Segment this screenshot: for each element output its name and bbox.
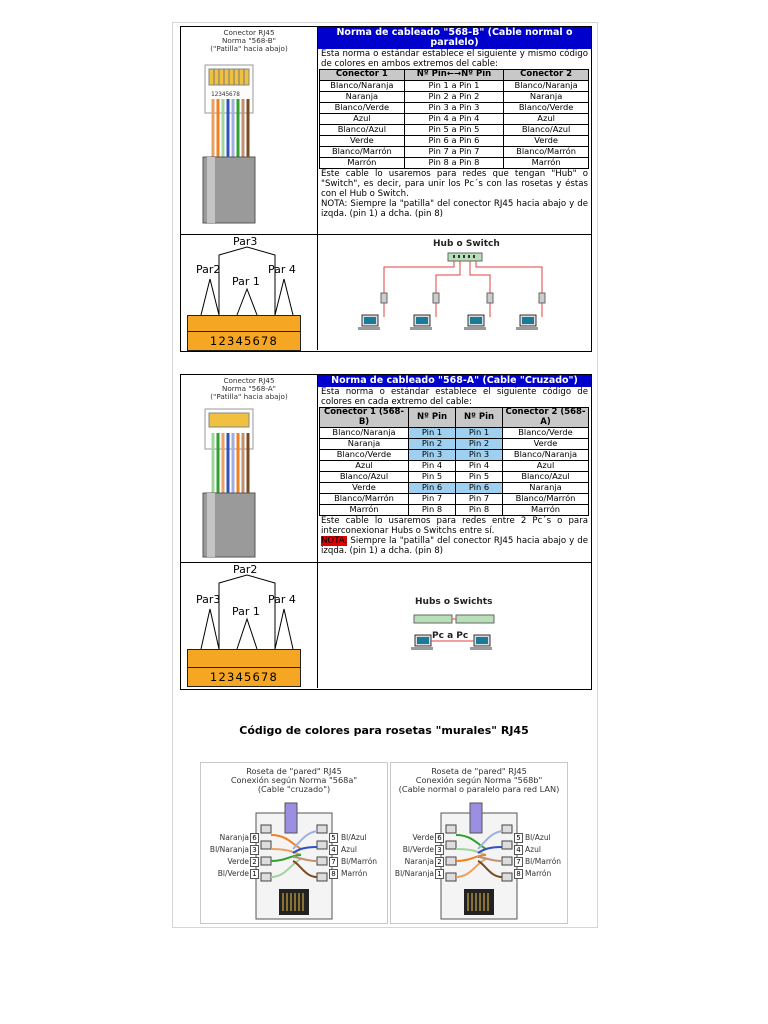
table-row: Blanco/Azul Pin 5 a Pin 5 Blanco/Azul: [320, 124, 589, 135]
hub-network-diagram: [318, 235, 591, 349]
table-row: Verde Pin 6 a Pin 6 Verde: [320, 135, 589, 146]
wire-label: Bl/Azul: [341, 833, 367, 842]
wire-label: Bl/Verde: [217, 869, 249, 878]
norma-568b-usage: Este cable lo usaremos para redes que tengan "Hub" o "Switch", es decir, para unir los Pc´s con las rosetas y éstas con el Hub o Switch.: [321, 168, 588, 199]
rj45-connector-image: [181, 57, 317, 227]
connector-568b-cell: [181, 27, 318, 234]
wire-label: Bl/Marrón: [525, 857, 562, 866]
table-row: Blanco/Verde Pin 3 Pin 3 Blanco/Naranja: [320, 450, 589, 461]
pair-label: Par 1: [232, 275, 260, 288]
section-568a-row-diagram: [181, 563, 591, 688]
table-header: Nº Pin: [456, 408, 503, 428]
pc-a-pc-label: Pc a Pc: [432, 631, 469, 641]
crossover-diagram: [318, 563, 591, 687]
table-header: Conector 2 (568-A): [503, 408, 589, 428]
pin-number: 1: [250, 869, 259, 879]
pin-number: 1: [435, 869, 444, 879]
table-row: Blanco/Marrón Pin 7 Pin 7 Blanco/Marrón: [320, 494, 589, 505]
table-row: Blanco/Verde Pin 3 a Pin 3 Blanco/Verde: [320, 102, 589, 113]
wire-label: Bl/Naranja: [394, 869, 434, 878]
pin-number: 6: [435, 833, 444, 843]
connector-caption: Conector RJ45 Norma "568-B" ("Patilla" hacia abajo): [210, 28, 288, 53]
norma-568b-title: Norma de cableado "568-B" (Cable normal o paralelo): [318, 27, 591, 49]
pair-label: Par 1: [232, 605, 260, 618]
hub-diagram-568b: [318, 235, 591, 350]
pair-label: Par 4: [268, 263, 296, 276]
pair-label: Par2: [196, 263, 221, 276]
pair-lines: [181, 235, 317, 325]
pin-number: 5: [329, 833, 338, 843]
table-row: Verde Pin 6 Pin 6 Naranja: [320, 483, 589, 494]
pin-number: 3: [435, 845, 444, 855]
pair-diagram-568b: [181, 235, 318, 350]
pin-number: 4: [329, 845, 338, 855]
pair-diagram-568a: [181, 563, 318, 688]
section-568b-row-table: [181, 27, 591, 235]
section-568a-row-table: [181, 375, 591, 563]
pin-number: 4: [514, 845, 523, 855]
wire-label: Azul: [525, 845, 541, 854]
table-header: Nº Pin: [409, 408, 456, 428]
hubs-title: Hubs o Swichts: [415, 597, 493, 607]
table-row: Azul Pin 4 Pin 4 Azul: [320, 461, 589, 472]
table-row: Naranja Pin 2 Pin 2 Verde: [320, 439, 589, 450]
roseta-caption: Roseta de "pared" RJ45 Conexión según Norma "568a" (Cable "cruzado"): [230, 766, 358, 794]
table-header: Conector 1 (568-B): [320, 408, 409, 428]
wire-label: Marrón: [341, 869, 368, 878]
wire-label: Bl/Naranja: [209, 845, 249, 854]
color-table-568b: [319, 69, 589, 169]
table-row: Blanco/Naranja Pin 1 Pin 1 Blanco/Verde: [320, 428, 589, 439]
wire-label: Naranja: [219, 833, 249, 842]
pin-number: 7: [514, 857, 523, 867]
rj45-connector-image: [181, 403, 317, 563]
table-row: Blanco/Marrón Pin 7 a Pin 7 Blanco/Marrón: [320, 146, 589, 157]
table-row: Marrón Pin 8 Pin 8 Marrón: [320, 505, 589, 516]
pair-label: Par2: [233, 563, 258, 576]
norma-568a-text: [318, 375, 591, 562]
wire-label: Azul: [341, 845, 357, 854]
norma-568a-note: NOTA: Siempre la "patilla" del conector RJ45 hacia abajo y de izqda. (pin 1) a dcha. (pin 8): [321, 536, 588, 556]
pin-number: 3: [250, 845, 259, 855]
connector-caption: Conector RJ45 Norma "568-A" ("Patilla" hacia abajo): [210, 376, 288, 401]
section-568a: [180, 374, 592, 690]
table-header: Conector 1: [320, 70, 405, 81]
table-row: Azul Pin 4 a Pin 4 Azul: [320, 113, 589, 124]
pin-number: 2: [250, 857, 259, 867]
wall-socket-image: [201, 763, 387, 923]
norma-568a-usage: Este cable lo usaremos para redes entre 2 Pc´s o para interconexionar Hubs o Switchs entre sí.: [321, 516, 588, 536]
nota-label: NOTA:: [321, 536, 348, 546]
norma-568a-title: Norma de cableado "568-A" (Cable "Cruzado"): [318, 375, 591, 387]
wire-label: Marrón: [525, 869, 552, 878]
norma-568b-note: NOTA: Siempre la "patilla" del conector RJ45 hacia abajo y de izqda. (pin 1) a dcha. (pin 8): [321, 198, 588, 219]
wire-label: Bl/Marrón: [341, 857, 378, 866]
pair-label: Par3: [233, 235, 258, 248]
wire-label: Bl/Azul: [525, 833, 551, 842]
pair-lines: [181, 563, 317, 653]
pin-number: 2: [435, 857, 444, 867]
hub-switch-title: Hub o Switch: [433, 239, 500, 249]
hub-diagram-568a: [318, 563, 591, 688]
roseta-568a: [200, 762, 388, 924]
table-row: Blanco/Naranja Pin 1 a Pin 1 Blanco/Naranja: [320, 80, 589, 91]
pin-contacts: [187, 649, 301, 669]
pair-label: Par 4: [268, 593, 296, 606]
connector-568a-cell: [181, 375, 318, 562]
wire-label: Verde: [412, 833, 434, 842]
roseta-caption: Roseta de "pared" RJ45 Conexión según Norma "568b" (Cable normal o paralelo para red LAN): [398, 766, 560, 794]
table-row: Marrón Pin 8 a Pin 8 Marrón: [320, 157, 589, 168]
pin-number: 8: [514, 869, 523, 879]
pin-numbers: 12345678: [187, 667, 301, 687]
norma-568a-intro: Esta norma o estándar establece el siguiente código de colores en cada extremo del cable:: [321, 387, 588, 407]
rosetas-title: Código de colores para rosetas "murales" RJ45: [239, 724, 529, 737]
section-568b: [180, 26, 592, 352]
table-row: Naranja Pin 2 a Pin 2 Naranja: [320, 91, 589, 102]
table-row: Blanco/Azul Pin 5 Pin 5 Blanco/Azul: [320, 472, 589, 483]
wire-label: Bl/Verde: [402, 845, 434, 854]
norma-568b-intro: Esta norma o estándar establece el siguiente y mismo código de colores en ambos extremos del cable:: [321, 49, 588, 69]
table-header: Nº Pin←→Nº Pin: [404, 70, 503, 81]
svg-text:12345678: 12345678: [211, 91, 240, 98]
section-568b-row-diagram: [181, 235, 591, 350]
pair-label: Par3: [196, 593, 221, 606]
pin-number: 6: [250, 833, 259, 843]
color-table-568a: [319, 407, 589, 516]
wall-socket-image: [391, 763, 567, 923]
wire-label: Naranja: [404, 857, 434, 866]
wire-label: Verde: [227, 857, 249, 866]
pin-number: 8: [329, 869, 338, 879]
pin-number: 7: [329, 857, 338, 867]
norma-568b-text: [318, 27, 591, 234]
pin-numbers: 12345678: [187, 331, 301, 351]
roseta-568b: [390, 762, 568, 924]
table-header: Conector 2: [504, 70, 589, 81]
pin-number: 5: [514, 833, 523, 843]
